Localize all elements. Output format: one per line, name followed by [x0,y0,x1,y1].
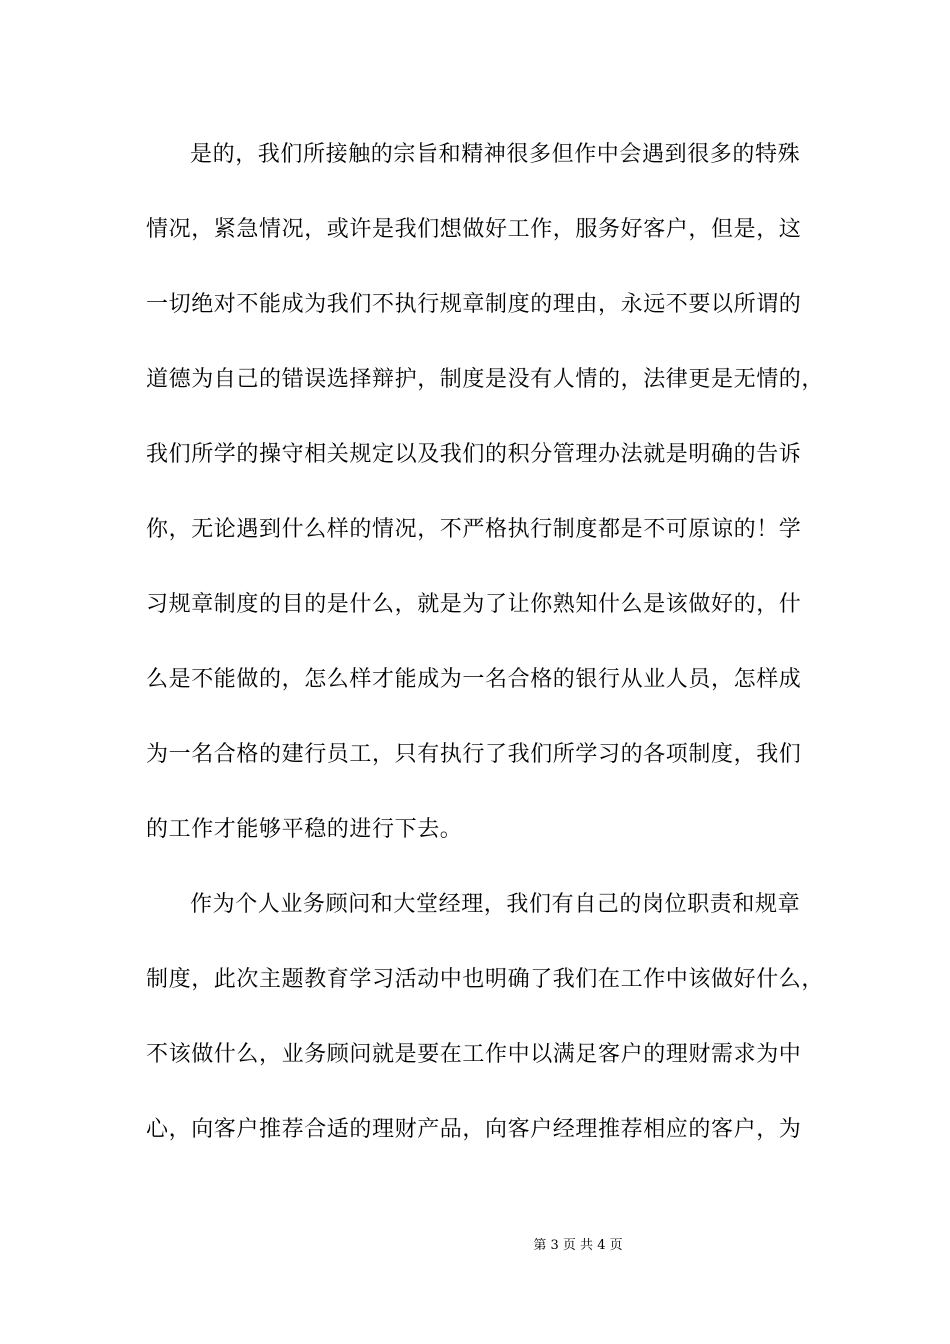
paragraph-2-line-1: 作为个人业务顾问和大堂经理，我们有自己的岗位职责和规章 [190,892,801,917]
paragraph-1-line-7: 习规章制度的目的是什么，就是为了让你熟知什么是该做好的，什 [146,592,802,617]
page-number: 第 3 页 共 4 页 [533,1238,623,1253]
paragraph-1-line-5: 我们所学的操守相关规定以及我们的积分管理办法就是明确的告诉 [146,442,802,467]
paragraph-1-line-2: 情况，紧急情况，或许是我们想做好工作，服务好客户，但是，这 [146,217,802,242]
paragraph-1-line-3: 一切绝对不能成为我们不执行规章制度的理由，永远不要以所谓的 [146,292,802,317]
paragraph-1-line-4: 道德为自己的错误选择辩护，制度是没有人情的，法律更是无情的， [146,367,825,392]
paragraph-1-line-6: 你，无论遇到什么样的情况，不严格执行制度都是不可原谅的！学 [146,517,802,542]
paragraph-1-line-1: 是的，我们所接触的宗旨和精神很多但作中会遇到很多的特殊 [190,142,801,167]
paragraph-2-line-3: 不该做什么，业务顾问就是要在工作中以满足客户的理财需求为中 [146,1042,802,1067]
paragraph-1-line-10: 的工作才能够平稳的进行下去。 [146,817,463,842]
paragraph-2-line-4: 心，向客户推荐合适的理财产品，向客户经理推荐相应的客户，为 [146,1117,802,1142]
paragraph-1-line-9: 为一名合格的建行员工，只有执行了我们所学习的各项制度，我们 [146,742,802,767]
paragraph-1-line-8: 么是不能做的，怎么样才能成为一名合格的银行从业人员，怎样成 [146,667,802,692]
paragraph-2-line-2: 制度，此次主题教育学习活动中也明确了我们在工作中该做好什么， [146,967,825,992]
